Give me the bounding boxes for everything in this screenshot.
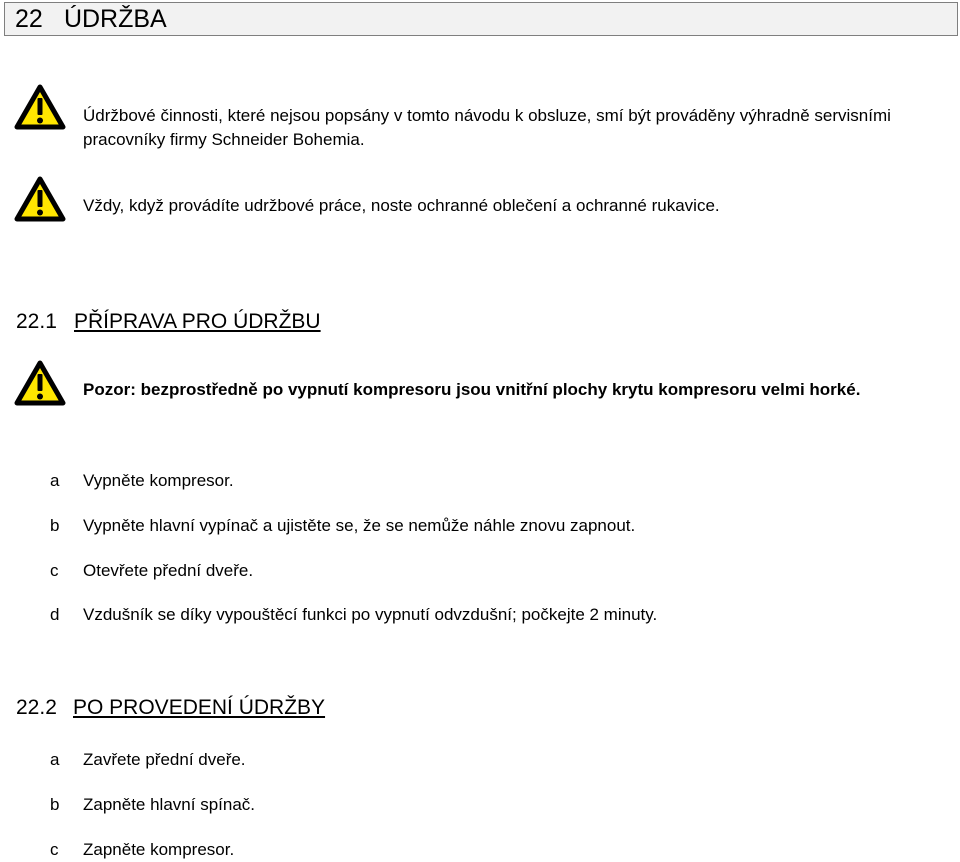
section-title: PŘÍPRAVA PRO ÚDRŽBU (74, 310, 321, 333)
list-item-text: Zavřete přední dveře. (83, 750, 246, 769)
section-title: PO PROVEDENÍ ÚDRŽBY (73, 696, 326, 719)
warning-text-1: Údržbové činnosti, které nejsou popsány v tomto návodu k obsluze, smí být prováděny výhradně servisními pracovníky firmy Schneider Bohemia. (83, 106, 891, 149)
list-item-label: c (50, 561, 59, 580)
list-item-label: d (50, 605, 60, 624)
chapter-title: ÚDRŽBA (63, 5, 167, 33)
list-item-label: c (50, 840, 59, 859)
warning-triangle-icon (14, 360, 66, 406)
section-number: 22.1 (16, 310, 57, 333)
section-number: 22.2 (16, 696, 57, 719)
list-item-label: b (50, 516, 60, 535)
section-heading (16, 695, 516, 723)
warning-triangle-icon (14, 176, 66, 222)
list-item-text: Zapněte kompresor. (83, 840, 235, 859)
chapter-heading (4, 2, 958, 36)
hot-surface-warning-text: Pozor: bezprostředně po vypnutí kompresoru jsou vnitřní plochy krytu kompresoru velmi horké. (83, 380, 861, 399)
warning-triangle-icon (14, 84, 66, 130)
list-item-label: b (50, 795, 60, 814)
chapter-number: 22 (15, 5, 43, 33)
list-item-label: a (50, 750, 60, 769)
warning-text-2: Vždy, když provádíte udržbové práce, noste ochranné oblečení a ochranné rukavice. (83, 196, 720, 215)
list-item-text: Otevřete přední dveře. (83, 561, 254, 580)
list-item-text: Vypněte kompresor. (83, 471, 234, 490)
list-item-text: Vzdušník se díky vypouštěcí funkci po vypnutí odvzdušní; počkejte 2 minuty. (83, 605, 658, 624)
list-item-text: Zapněte hlavní spínač. (83, 795, 256, 814)
section-heading (16, 309, 516, 337)
list-item-label: a (50, 471, 60, 490)
list-item-text: Vypněte hlavní vypínač a ujistěte se, že se nemůže náhle znovu zapnout. (83, 516, 636, 535)
